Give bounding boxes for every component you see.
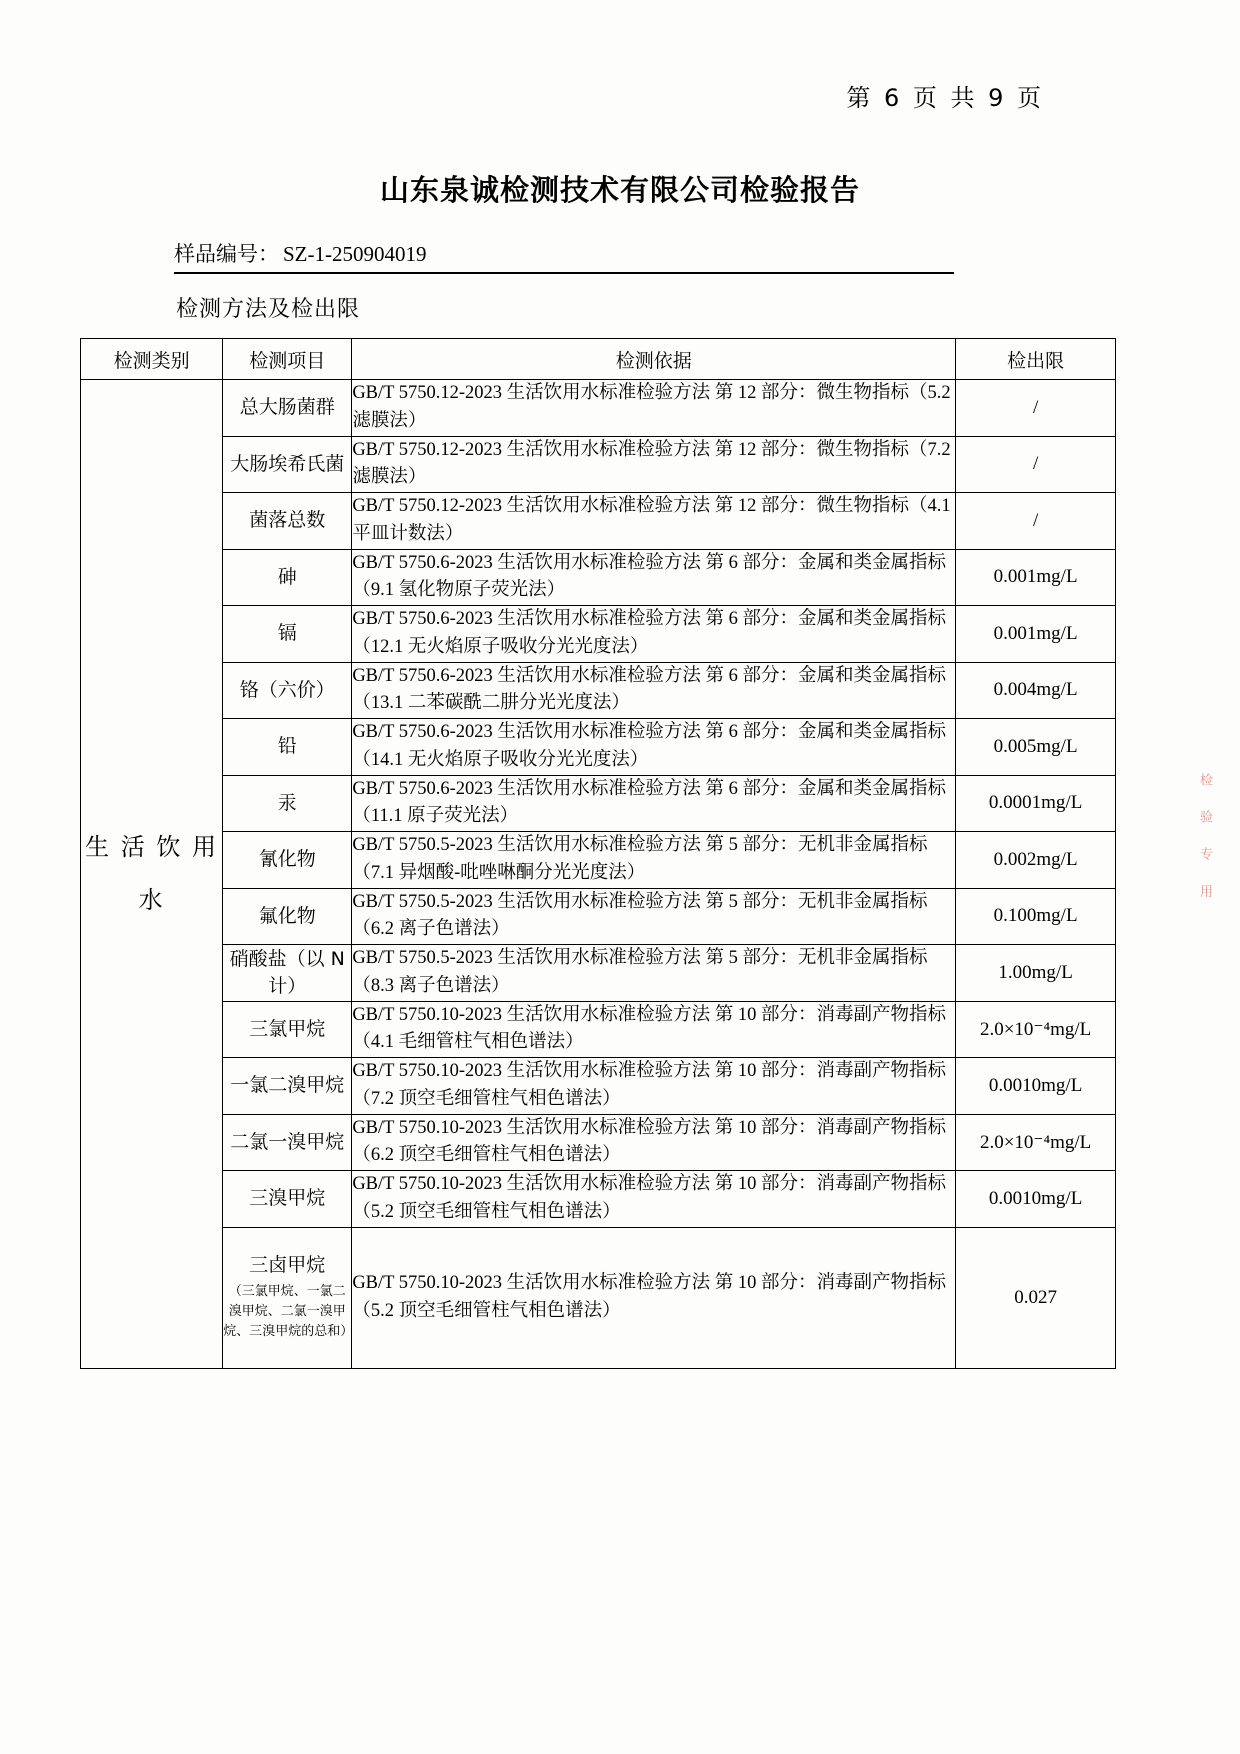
page-number-header: 第 6 页 共 9 页 [846,84,1044,112]
item-limit: 0.005mg/L [956,719,1116,776]
item-name: 铅 [223,719,352,776]
item-basis: GB/T 5750.6-2023 生活饮用水标准检验方法 第 6 部分：金属和类金属指标（12.1 无火焰原子吸收分光光度法） [352,606,956,663]
item-name: 三卤甲烷 [249,1254,326,1277]
table-row [81,549,1116,606]
item-name: 三溴甲烷 [223,1171,352,1228]
item-name: 大肠埃希氏菌 [223,436,352,493]
table-row [81,380,1116,437]
item-limit: 0.001mg/L [956,606,1116,663]
item-name: 氰化物 [223,832,352,889]
item-name: 一氯二溴甲烷 [223,1058,352,1115]
table-row [81,1058,1116,1115]
item-name: 总大肠菌群 [223,380,352,437]
header-basis: 检测依据 [352,339,956,380]
item-name-note: （三氯甲烷、一氯二溴甲烷、二氯一溴甲烷、三溴甲烷的总和） [223,1284,354,1340]
table-row [81,775,1116,832]
item-name: 三氯甲烷 [223,1001,352,1058]
table-row [81,436,1116,493]
table-row [81,1227,1116,1368]
item-limit: 0.0001mg/L [956,775,1116,832]
table-row [81,832,1116,889]
item-limit: / [956,436,1116,493]
item-basis: GB/T 5750.12-2023 生活饮用水标准检验方法 第 12 部分：微生物指标（5.2 滤膜法） [352,380,956,437]
item-name: 菌落总数 [223,493,352,550]
inspection-stamp: 检 验 专 用 [1197,772,1212,908]
report-title: 山东泉诚检测技术有限公司检验报告 [379,173,860,207]
item-name-cell [223,1227,352,1368]
sample-number-row [174,238,954,274]
item-limit: 2.0×10⁻⁴mg/L [956,1001,1116,1058]
table-row [81,888,1116,945]
header-limit: 检出限 [956,339,1116,380]
item-basis: GB/T 5750.6-2023 生活饮用水标准检验方法 第 6 部分：金属和类金属指标（11.1 原子荧光法） [352,775,956,832]
item-basis: GB/T 5750.6-2023 生活饮用水标准检验方法 第 6 部分：金属和类金属指标（14.1 无火焰原子吸收分光光度法） [352,719,956,776]
item-limit: 0.0010mg/L [956,1171,1116,1228]
table-row [81,1114,1116,1171]
item-limit: 0.0010mg/L [956,1058,1116,1115]
item-limit: 0.100mg/L [956,888,1116,945]
sample-number-label: 样品编号： [174,242,279,266]
item-basis: GB/T 5750.10-2023 生活饮用水标准检验方法 第 10 部分：消毒副产物指标（5.2 顶空毛细管柱气相色谱法） [352,1171,956,1228]
item-limit: 2.0×10⁻⁴mg/L [956,1114,1116,1171]
item-basis: GB/T 5750.6-2023 生活饮用水标准检验方法 第 6 部分：金属和类金属指标（9.1 氢化物原子荧光法） [352,549,956,606]
item-name: 汞 [223,775,352,832]
item-name: 铬（六价） [223,662,352,719]
table-row [81,1001,1116,1058]
item-limit: 0.004mg/L [956,662,1116,719]
item-limit: 1.00mg/L [956,945,1116,1002]
item-basis: GB/T 5750.5-2023 生活饮用水标准检验方法 第 5 部分：无机非金属指标（6.2 离子色谱法） [352,888,956,945]
item-basis: GB/T 5750.6-2023 生活饮用水标准检验方法 第 6 部分：金属和类金属指标（13.1 二苯碳酰二肼分光光度法） [352,662,956,719]
item-name: 二氯一溴甲烷 [223,1114,352,1171]
table-row [81,493,1116,550]
table-row [81,662,1116,719]
table-header-row [81,339,1116,380]
item-limit: 0.027 [956,1227,1116,1368]
item-basis: GB/T 5750.10-2023 生活饮用水标准检验方法 第 10 部分：消毒副产物指标（7.2 顶空毛细管柱气相色谱法） [352,1058,956,1115]
sample-number-value: SZ-1-250904019 [283,242,427,266]
item-limit: 0.002mg/L [956,832,1116,889]
table-row [81,1171,1116,1228]
table-row [81,719,1116,776]
item-name: 砷 [223,549,352,606]
item-limit: / [956,493,1116,550]
item-basis: GB/T 5750.12-2023 生活饮用水标准检验方法 第 12 部分：微生物指标（4.1 平皿计数法） [352,493,956,550]
section-title: 检测方法及检出限 [176,297,361,322]
table-row [81,945,1116,1002]
header-item: 检测项目 [223,339,352,380]
item-basis: GB/T 5750.12-2023 生活饮用水标准检验方法 第 12 部分：微生物指标（7.2 滤膜法） [352,436,956,493]
methods-table [80,338,1116,1369]
category-cell [81,380,223,1369]
item-limit: 0.001mg/L [956,549,1116,606]
category-label: 生 活 饮 用 水 [85,832,219,914]
item-basis: GB/T 5750.10-2023 生活饮用水标准检验方法 第 10 部分：消毒副产物指标（5.2 顶空毛细管柱气相色谱法） [352,1227,956,1368]
header-category: 检测类别 [81,339,223,380]
item-name: 氟化物 [223,888,352,945]
item-name: 硝酸盐（以 N 计） [223,945,352,1002]
item-basis: GB/T 5750.10-2023 生活饮用水标准检验方法 第 10 部分：消毒副产物指标（6.2 顶空毛细管柱气相色谱法） [352,1114,956,1171]
table-row [81,606,1116,663]
item-name: 镉 [223,606,352,663]
item-limit: / [956,380,1116,437]
item-basis: GB/T 5750.10-2023 生活饮用水标准检验方法 第 10 部分：消毒副产物指标（4.1 毛细管柱气相色谱法） [352,1001,956,1058]
item-basis: GB/T 5750.5-2023 生活饮用水标准检验方法 第 5 部分：无机非金属指标（8.3 离子色谱法） [352,945,956,1002]
item-basis: GB/T 5750.5-2023 生活饮用水标准检验方法 第 5 部分：无机非金属指标（7.1 异烟酸-吡唑啉酮分光光度法） [352,832,956,889]
